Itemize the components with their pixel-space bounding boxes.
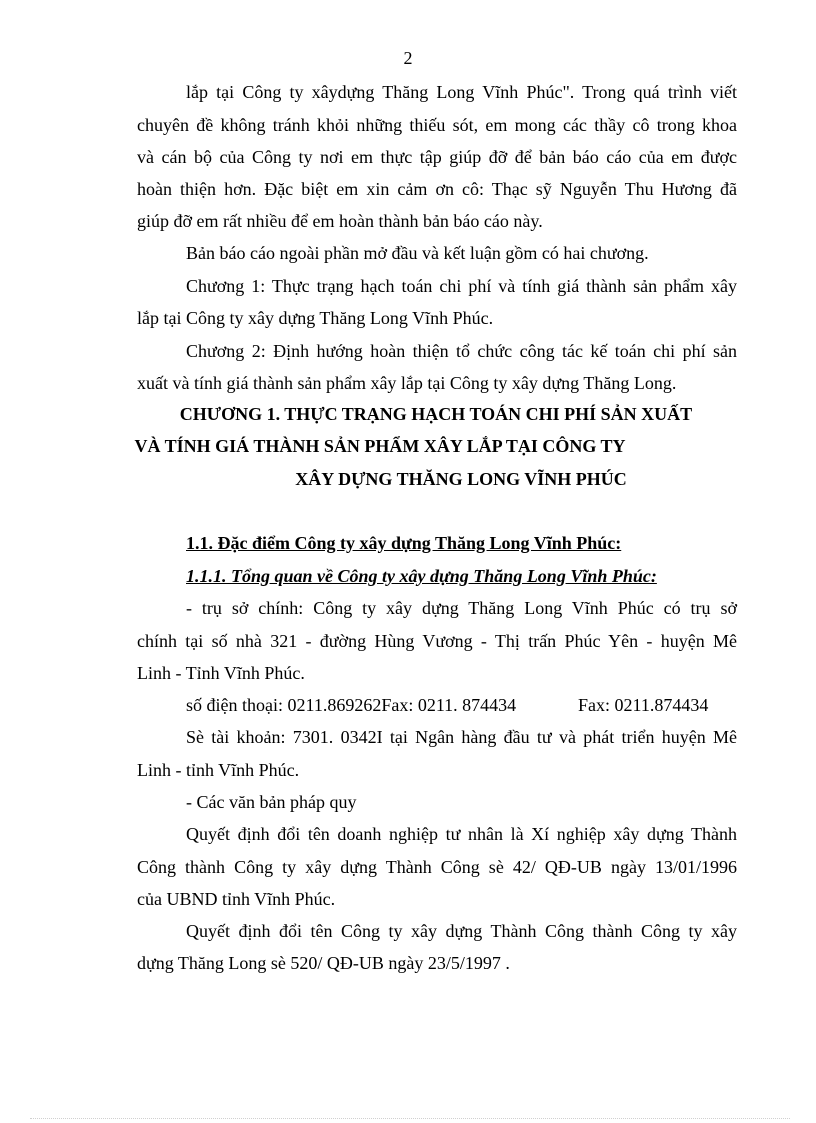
- page-number: 2: [403, 48, 413, 68]
- body-line: Linh - tỉnh Vĩnh Phúc.: [137, 760, 300, 780]
- body-line: - trụ sở chính: Công ty xây dựng Thăng Long Vĩnh Phúc có trụ sở: [186, 598, 737, 618]
- body-line: chính tại số nhà 321 - đường Hùng Vương - Thị trấn Phúc Yên - huyện Mê: [137, 631, 737, 651]
- page-bottom-divider: [30, 1118, 790, 1119]
- fax-line: Fax: 0211.874434: [578, 695, 709, 715]
- chapter-title-line-3: XÂY DỰNG THĂNG LONG VĨNH PHÚC: [295, 469, 627, 489]
- paragraph-line: lắp tại Công ty xây dựng Thăng Long Vĩnh Phúc.: [137, 308, 494, 328]
- paragraph-line: chuyên đề không tránh khỏi những thiếu sót, em mong các thầy cô trong khoa: [137, 115, 737, 135]
- body-line: dựng Thăng Long sè 520/ QĐ-UB ngày 23/5/1997 .: [137, 953, 510, 973]
- chapter-title-line-2: VÀ TÍNH GIÁ THÀNH SẢN PHẨM XÂY LẮP TẠI CÔNG TY: [134, 436, 626, 456]
- body-line: Quyết định đổi tên Công ty xây dựng Thành Công thành Công ty xây: [186, 921, 737, 941]
- section-heading: 1.1. Đặc điểm Công ty xây dựng Thăng Long Vĩnh Phúc:: [186, 533, 622, 553]
- paragraph-line: xuất và tính giá thành sản phẩm xây lắp tại Công ty xây dựng Thăng Long.: [137, 373, 677, 393]
- body-line: Quyết định đổi tên doanh nghiệp tư nhân là Xí nghiệp xây dựng Thành: [186, 824, 737, 844]
- body-line: - Các văn bản pháp quy: [186, 792, 357, 812]
- body-line: Công thành Công ty xây dựng Thành Công sè 42/ QĐ-UB ngày 13/01/1996: [137, 857, 737, 877]
- body-line: Linh - Tỉnh Vĩnh Phúc.: [137, 663, 305, 683]
- paragraph-line: Chương 2: Định hướng hoàn thiện tổ chức công tác kế toán chi phí sản: [186, 341, 737, 361]
- paragraph-line: giúp đỡ em rất nhiều để em hoàn thành bản báo cáo này.: [137, 211, 543, 231]
- paragraph-line: Chương 1: Thực trạng hạch toán chi phí và tính giá thành sản phẩm xây: [186, 276, 737, 296]
- phone-fax-line: số điện thoại: 0211.869262Fax: 0211. 874434: [186, 695, 517, 715]
- paragraph-line: Bản báo cáo ngoài phần mở đầu và kết luận gồm có hai chương.: [186, 243, 649, 263]
- paragraph-line: lắp tại Công ty xâydựng Thăng Long Vĩnh Phúc". Trong quá trình viết: [186, 82, 737, 102]
- paragraph-line: và cán bộ của Công ty nơi em thực tập giúp đỡ để bản báo cáo của em được: [137, 147, 737, 167]
- body-line: Sè tài khoản: 7301. 0342I tại Ngân hàng đầu tư và phát triển huyện Mê: [186, 727, 737, 747]
- subsection-heading: 1.1.1. Tổng quan về Công ty xây dựng Thăng Long Vĩnh Phúc:: [186, 566, 657, 586]
- paragraph-line: hoàn thiện hơn. Đặc biệt em xin cảm ơn cô: Thạc sỹ Nguyễn Thu Hương đã: [137, 179, 737, 199]
- body-line: của UBND tỉnh Vĩnh Phúc.: [137, 889, 336, 909]
- chapter-title-line-1: CHƯƠNG 1. THỰC TRẠNG HẠCH TOÁN CHI PHÍ SẢN XUẤT: [179, 404, 693, 424]
